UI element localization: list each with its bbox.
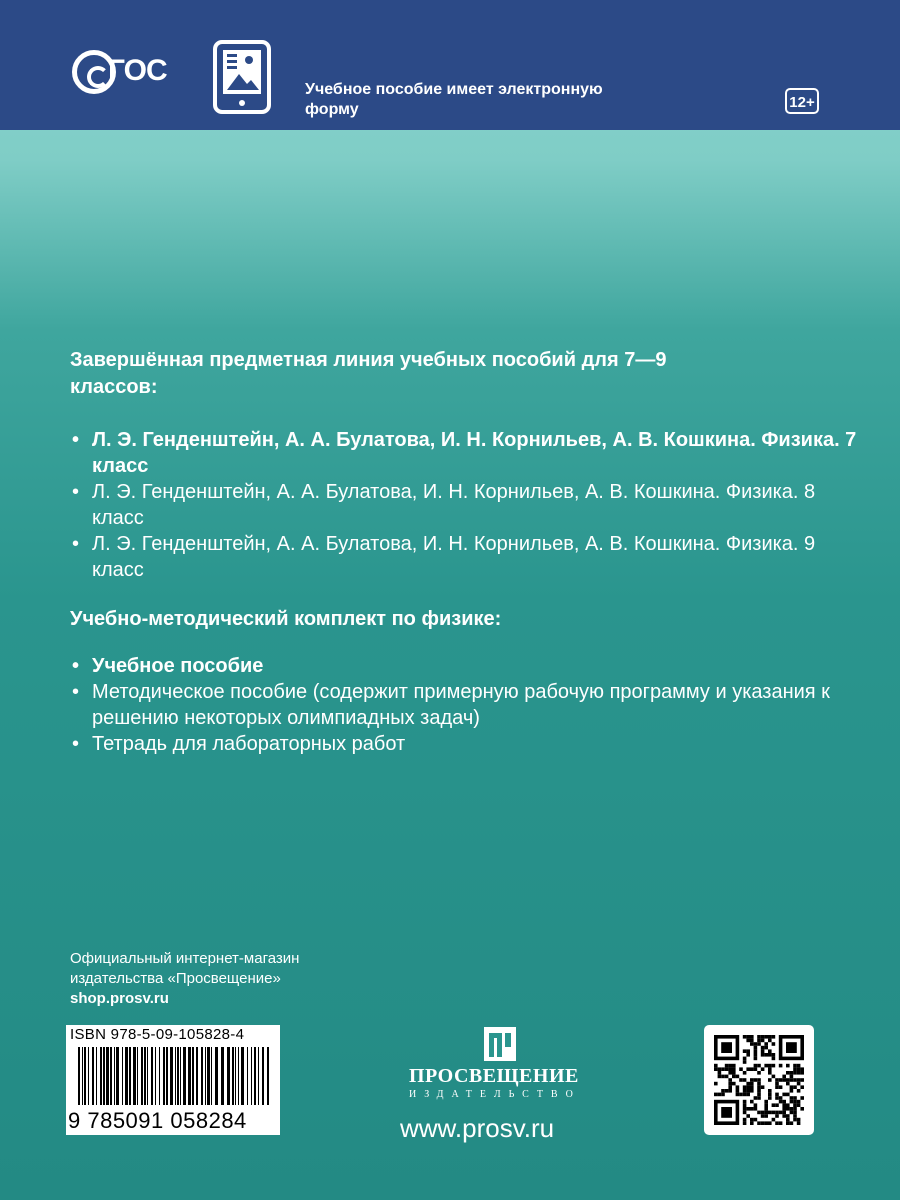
publisher-subtitle: ИЗДАТЕЛЬСТВО bbox=[409, 1089, 581, 1100]
barcode-bar bbox=[258, 1047, 259, 1105]
qr-module bbox=[750, 1085, 754, 1089]
qr-module bbox=[725, 1075, 729, 1079]
qr-module bbox=[761, 1111, 765, 1115]
barcode-bar bbox=[144, 1047, 146, 1105]
barcode-bar bbox=[188, 1047, 191, 1105]
qr-module bbox=[768, 1039, 772, 1043]
qr-module bbox=[775, 1121, 779, 1125]
qr-module bbox=[750, 1078, 754, 1082]
qr-module bbox=[732, 1075, 736, 1079]
qr-module bbox=[779, 1100, 783, 1104]
qr-module bbox=[743, 1089, 747, 1093]
qr-module bbox=[743, 1107, 747, 1111]
qr-module bbox=[750, 1067, 754, 1071]
barcode-bar bbox=[192, 1047, 194, 1105]
series-list bbox=[70, 427, 860, 583]
barcode-bar bbox=[175, 1047, 176, 1105]
fgos-logo-text: ГОС bbox=[108, 54, 167, 87]
qr-module bbox=[728, 1089, 732, 1093]
qr-module bbox=[793, 1111, 797, 1115]
qr-module bbox=[790, 1085, 794, 1089]
series-heading: Завершённая предметная линия учебных пособий для 7—9 классов: bbox=[70, 349, 667, 398]
fgos-logo bbox=[72, 50, 172, 102]
qr-module bbox=[732, 1082, 736, 1086]
publisher-emblem-icon bbox=[483, 1025, 517, 1063]
qr-module bbox=[736, 1075, 740, 1079]
qr-module bbox=[721, 1107, 732, 1118]
barcode-bar bbox=[141, 1047, 143, 1105]
barcode-bar bbox=[254, 1047, 256, 1105]
qr-module bbox=[797, 1121, 801, 1125]
shop-line-1: Официальный интернет-магазин bbox=[70, 950, 300, 967]
barcode-bar bbox=[155, 1047, 156, 1105]
qr-module bbox=[761, 1114, 765, 1118]
qr-module bbox=[768, 1071, 772, 1075]
qr-module bbox=[743, 1121, 747, 1125]
qr-module bbox=[772, 1035, 776, 1039]
qr-module bbox=[721, 1089, 725, 1093]
qr-module bbox=[797, 1103, 801, 1107]
qr-module bbox=[757, 1121, 761, 1125]
qr-module bbox=[775, 1093, 779, 1097]
qr-module bbox=[768, 1053, 772, 1057]
barcode-bar bbox=[262, 1047, 264, 1105]
barcode-bar bbox=[78, 1047, 80, 1105]
qr-module bbox=[743, 1078, 747, 1082]
qr-module bbox=[750, 1121, 754, 1125]
qr-module bbox=[754, 1067, 758, 1071]
qr-module bbox=[743, 1035, 747, 1039]
qr-module bbox=[750, 1039, 754, 1043]
qr-module bbox=[797, 1082, 801, 1086]
qr-module bbox=[768, 1064, 772, 1068]
series-item: • Л. Э. Генденштейн, А. А. Булатова, И. Н. Корнильев, А. В. Кошкина. Физика. 7 класс bbox=[70, 427, 860, 479]
qr-module bbox=[757, 1085, 761, 1089]
qr-module bbox=[718, 1067, 722, 1071]
qr-module bbox=[754, 1064, 758, 1068]
qr-module bbox=[793, 1103, 797, 1107]
barcode-bar bbox=[163, 1047, 165, 1105]
qr-module bbox=[718, 1075, 722, 1079]
qr-module bbox=[768, 1049, 772, 1053]
qr-module bbox=[754, 1107, 758, 1111]
barcode-bar bbox=[241, 1047, 244, 1105]
qr-module bbox=[754, 1103, 758, 1107]
qr-module bbox=[757, 1111, 761, 1115]
qr-module bbox=[768, 1111, 772, 1115]
qr-module bbox=[746, 1093, 750, 1097]
qr-module bbox=[775, 1078, 779, 1082]
qr-module bbox=[757, 1078, 761, 1082]
barcode-digits: 9 785091 058284 bbox=[68, 1108, 247, 1133]
qr-module bbox=[768, 1035, 772, 1039]
qr-module bbox=[750, 1118, 754, 1122]
qr-module bbox=[797, 1100, 801, 1104]
qr-module bbox=[772, 1057, 776, 1061]
electronic-form-note: Учебное пособие имеет электронную форму bbox=[305, 81, 603, 118]
qr-module bbox=[793, 1064, 797, 1068]
qr-module bbox=[793, 1118, 797, 1122]
barcode-bar bbox=[129, 1047, 131, 1105]
qr-module bbox=[743, 1111, 747, 1115]
top-bar bbox=[0, 0, 900, 130]
barcode-bar bbox=[106, 1047, 109, 1105]
qr-module bbox=[800, 1071, 804, 1075]
qr-module bbox=[746, 1039, 750, 1043]
qr-module bbox=[782, 1111, 786, 1115]
qr-module bbox=[743, 1093, 747, 1097]
series-item: • Л. Э. Генденштейн, А. А. Булатова, И. Н. Корнильев, А. В. Кошкина. Физика. 8 класс bbox=[70, 479, 860, 531]
qr-module bbox=[779, 1096, 783, 1100]
qr-module bbox=[772, 1075, 776, 1079]
barcode-bar bbox=[267, 1047, 269, 1105]
barcode-bar bbox=[201, 1047, 203, 1105]
barcode-bar bbox=[221, 1047, 224, 1105]
qr-module bbox=[786, 1042, 797, 1053]
qr-module bbox=[750, 1042, 754, 1046]
qr-module bbox=[761, 1067, 765, 1071]
barcode-bar bbox=[137, 1047, 138, 1105]
qr-module bbox=[721, 1075, 725, 1079]
qr-module bbox=[746, 1053, 750, 1057]
qr-module bbox=[757, 1064, 761, 1068]
qr-module bbox=[714, 1067, 718, 1071]
series-item: • Л. Э. Генденштейн, А. А. Булатова, И. Н. Корнильев, А. В. Кошкина. Физика. 9 класс bbox=[70, 531, 860, 583]
shop-url-link[interactable]: shop.prosv.ru bbox=[70, 990, 169, 1007]
barcode-bar bbox=[170, 1047, 173, 1105]
qr-module bbox=[761, 1085, 765, 1089]
qr-module bbox=[772, 1103, 776, 1107]
qr-module bbox=[764, 1035, 768, 1039]
qr-module bbox=[779, 1111, 783, 1115]
qr-module bbox=[775, 1082, 779, 1086]
qr-module bbox=[786, 1082, 790, 1086]
barcode-bar bbox=[116, 1047, 119, 1105]
qr-module bbox=[790, 1111, 794, 1115]
qr-module bbox=[790, 1121, 794, 1125]
qr-module bbox=[775, 1111, 779, 1115]
kit-list bbox=[70, 653, 860, 757]
qr-module bbox=[746, 1107, 750, 1111]
qr-module bbox=[764, 1046, 768, 1050]
barcode-bar bbox=[211, 1047, 212, 1105]
qr-module bbox=[728, 1071, 732, 1075]
qr-module bbox=[721, 1042, 732, 1053]
kit-item: • Методическое пособие (содержит примерную рабочую программу и указания к решению некоторых олимпиадных задач) bbox=[70, 679, 860, 731]
barcode-bar bbox=[88, 1047, 89, 1105]
qr-module bbox=[775, 1085, 779, 1089]
qr-module bbox=[764, 1100, 768, 1104]
qr-module bbox=[761, 1049, 765, 1053]
qr-module bbox=[768, 1078, 772, 1082]
qr-module bbox=[736, 1093, 740, 1097]
qr-module bbox=[739, 1078, 743, 1082]
barcode-bar bbox=[196, 1047, 198, 1105]
qr-module bbox=[790, 1075, 794, 1079]
kit-item: • Учебное пособие bbox=[70, 653, 860, 679]
qr-module bbox=[754, 1042, 758, 1046]
qr-module bbox=[793, 1067, 797, 1071]
qr-module bbox=[793, 1096, 797, 1100]
qr-module bbox=[721, 1093, 725, 1097]
qr-module bbox=[764, 1053, 768, 1057]
qr-module bbox=[790, 1089, 794, 1093]
qr-module bbox=[725, 1064, 729, 1068]
qr-module bbox=[775, 1096, 779, 1100]
qr-module bbox=[750, 1035, 754, 1039]
qr-module bbox=[790, 1107, 794, 1111]
qr-module bbox=[732, 1067, 736, 1071]
shop-info bbox=[70, 949, 299, 1009]
barcode-bar bbox=[183, 1047, 186, 1105]
barcode-bar bbox=[122, 1047, 123, 1105]
qr-module bbox=[754, 1118, 758, 1122]
barcode-bar bbox=[232, 1047, 234, 1105]
qr-module bbox=[725, 1089, 729, 1093]
barcode-bar bbox=[235, 1047, 236, 1105]
qr-module bbox=[761, 1053, 765, 1057]
qr-module bbox=[786, 1071, 790, 1075]
qr-module bbox=[768, 1121, 772, 1125]
qr-module bbox=[775, 1103, 779, 1107]
main-text bbox=[70, 347, 860, 757]
qr-module bbox=[746, 1035, 750, 1039]
qr-module bbox=[768, 1067, 772, 1071]
barcode-bar bbox=[251, 1047, 252, 1105]
qr-module bbox=[790, 1078, 794, 1082]
qr-module bbox=[782, 1093, 786, 1097]
qr-module bbox=[764, 1064, 768, 1068]
qr-module bbox=[743, 1118, 747, 1122]
qr-module bbox=[728, 1085, 732, 1089]
qr-module bbox=[743, 1060, 747, 1064]
barcode-bar bbox=[227, 1047, 230, 1105]
qr-module bbox=[714, 1082, 718, 1086]
qr-module bbox=[739, 1093, 743, 1097]
qr-module bbox=[746, 1114, 750, 1118]
barcode-bar bbox=[133, 1047, 136, 1105]
qr-module bbox=[754, 1096, 758, 1100]
qr-module bbox=[750, 1082, 754, 1086]
qr-module bbox=[782, 1078, 786, 1082]
qr-module bbox=[757, 1035, 761, 1039]
tablet-icon bbox=[213, 40, 271, 114]
qr-module bbox=[772, 1118, 776, 1122]
qr-module bbox=[782, 1107, 786, 1111]
barcode-bar bbox=[180, 1047, 181, 1105]
qr-module bbox=[746, 1085, 750, 1089]
qr-module bbox=[761, 1046, 765, 1050]
qr-module bbox=[761, 1121, 765, 1125]
barcode-bar bbox=[103, 1047, 105, 1105]
qr-module bbox=[779, 1121, 783, 1125]
qr-module bbox=[797, 1064, 801, 1068]
publisher-logo bbox=[395, 1025, 605, 1143]
qr-module bbox=[797, 1089, 801, 1093]
qr-module bbox=[793, 1114, 797, 1118]
qr-module bbox=[761, 1039, 765, 1043]
qr-module bbox=[782, 1100, 786, 1104]
qr-module bbox=[793, 1107, 797, 1111]
qr-module bbox=[750, 1089, 754, 1093]
qr-module bbox=[775, 1114, 779, 1118]
barcode-bar bbox=[205, 1047, 206, 1105]
qr-module bbox=[793, 1078, 797, 1082]
qr-module bbox=[728, 1067, 732, 1071]
qr-module bbox=[768, 1096, 772, 1100]
isbn-label: ISBN 978-5-09-105828-4 bbox=[70, 1026, 245, 1043]
qr-module bbox=[743, 1071, 747, 1075]
qr-module bbox=[714, 1064, 718, 1068]
barcode-bar bbox=[100, 1047, 102, 1105]
qr-module bbox=[757, 1089, 761, 1093]
qr-module bbox=[757, 1082, 761, 1086]
barcode-bar bbox=[238, 1047, 239, 1105]
barcode-bar bbox=[84, 1047, 86, 1105]
barcode-bar bbox=[159, 1047, 160, 1105]
qr-module bbox=[772, 1111, 776, 1115]
qr-module bbox=[782, 1103, 786, 1107]
qr-module bbox=[743, 1103, 747, 1107]
qr-module bbox=[757, 1096, 761, 1100]
qr-module bbox=[779, 1078, 783, 1082]
qr-module bbox=[800, 1107, 804, 1111]
qr-module bbox=[782, 1114, 786, 1118]
qr-module bbox=[746, 1067, 750, 1071]
qr-module bbox=[772, 1053, 776, 1057]
qr-module bbox=[714, 1093, 718, 1097]
kit-item: • Тетрадь для лабораторных работ bbox=[70, 731, 860, 757]
qr-module bbox=[746, 1089, 750, 1093]
qr-module bbox=[754, 1078, 758, 1082]
qr-module bbox=[779, 1064, 783, 1068]
qr-module bbox=[736, 1089, 740, 1093]
qr-module bbox=[800, 1067, 804, 1071]
publisher-name: ПРОСВЕЩЕНИЕ bbox=[409, 1065, 579, 1087]
qr-module bbox=[790, 1096, 794, 1100]
qr-module bbox=[754, 1049, 758, 1053]
qr-module bbox=[728, 1064, 732, 1068]
isbn-barcode bbox=[66, 1025, 280, 1135]
barcode-bar bbox=[166, 1047, 168, 1105]
qr-module bbox=[732, 1064, 736, 1068]
barcode-bar bbox=[96, 1047, 97, 1105]
barcode-bar bbox=[207, 1047, 210, 1105]
qr-module bbox=[779, 1085, 783, 1089]
qr-module bbox=[800, 1096, 804, 1100]
qr-module bbox=[743, 1100, 747, 1104]
qr-module bbox=[757, 1071, 761, 1075]
qr-module bbox=[746, 1082, 750, 1086]
qr-module bbox=[743, 1085, 747, 1089]
barcode-bar bbox=[125, 1047, 128, 1105]
qr-module bbox=[764, 1103, 768, 1107]
kit-heading: Учебно-методический комплект по физике: bbox=[70, 608, 502, 630]
qr-module bbox=[793, 1100, 797, 1104]
qr-module bbox=[750, 1107, 754, 1111]
qr-module bbox=[732, 1071, 736, 1075]
qr-module bbox=[797, 1078, 801, 1082]
qr-module bbox=[786, 1093, 790, 1097]
barcode-bars bbox=[70, 1047, 276, 1107]
barcode-bar bbox=[177, 1047, 179, 1105]
qr-module bbox=[754, 1057, 758, 1061]
qr-module bbox=[721, 1067, 725, 1071]
barcode-bar bbox=[247, 1047, 248, 1105]
qr-module bbox=[739, 1067, 743, 1071]
qr-module bbox=[797, 1071, 801, 1075]
qr-module bbox=[790, 1100, 794, 1104]
qr-module bbox=[750, 1100, 754, 1104]
qr-module bbox=[786, 1114, 790, 1118]
qr-module bbox=[786, 1107, 790, 1111]
barcode-bar bbox=[215, 1047, 218, 1105]
shop-line-2: издательства «Просвещение» bbox=[70, 970, 281, 987]
qr-module bbox=[757, 1093, 761, 1097]
qr-module bbox=[764, 1107, 768, 1111]
qr-module bbox=[718, 1071, 722, 1075]
qr-module bbox=[772, 1064, 776, 1068]
qr-module bbox=[754, 1046, 758, 1050]
qr-module bbox=[761, 1035, 765, 1039]
qr-module bbox=[790, 1071, 794, 1075]
qr-module bbox=[764, 1042, 768, 1046]
qr-module bbox=[764, 1121, 768, 1125]
qr-module bbox=[797, 1067, 801, 1071]
qr-module bbox=[757, 1039, 761, 1043]
qr-module bbox=[725, 1067, 729, 1071]
qr-module bbox=[764, 1111, 768, 1115]
qr-module bbox=[754, 1053, 758, 1057]
barcode-bar bbox=[114, 1047, 115, 1105]
qr-module bbox=[743, 1057, 747, 1061]
qr-module bbox=[800, 1085, 804, 1089]
qr-module bbox=[718, 1093, 722, 1097]
qr-module bbox=[768, 1089, 772, 1093]
qr-module bbox=[786, 1078, 790, 1082]
qr-module bbox=[786, 1103, 790, 1107]
qr-module bbox=[768, 1093, 772, 1097]
barcode-bar bbox=[82, 1047, 83, 1105]
barcode-bar bbox=[110, 1047, 112, 1105]
qr-module bbox=[746, 1049, 750, 1053]
publisher-website-link[interactable]: www.prosv.ru bbox=[400, 1113, 555, 1143]
barcode-bar bbox=[151, 1047, 153, 1105]
qr-module bbox=[786, 1118, 790, 1122]
qr-module bbox=[800, 1078, 804, 1082]
qr-module bbox=[782, 1075, 786, 1079]
qr-module bbox=[772, 1042, 776, 1046]
qr-code[interactable] bbox=[704, 1025, 814, 1135]
qr-module bbox=[743, 1049, 747, 1053]
qr-module bbox=[786, 1121, 790, 1125]
barcode-bar bbox=[92, 1047, 94, 1105]
age-rating-badge: 12+ bbox=[785, 88, 819, 114]
qr-module bbox=[793, 1085, 797, 1089]
qr-module bbox=[764, 1114, 768, 1118]
qr-module bbox=[757, 1042, 761, 1046]
qr-module bbox=[786, 1064, 790, 1068]
qr-module bbox=[797, 1118, 801, 1122]
qr-module bbox=[728, 1082, 732, 1086]
qr-module bbox=[728, 1078, 732, 1082]
qr-module bbox=[793, 1071, 797, 1075]
barcode-bar bbox=[147, 1047, 148, 1105]
qr-module bbox=[736, 1085, 740, 1089]
